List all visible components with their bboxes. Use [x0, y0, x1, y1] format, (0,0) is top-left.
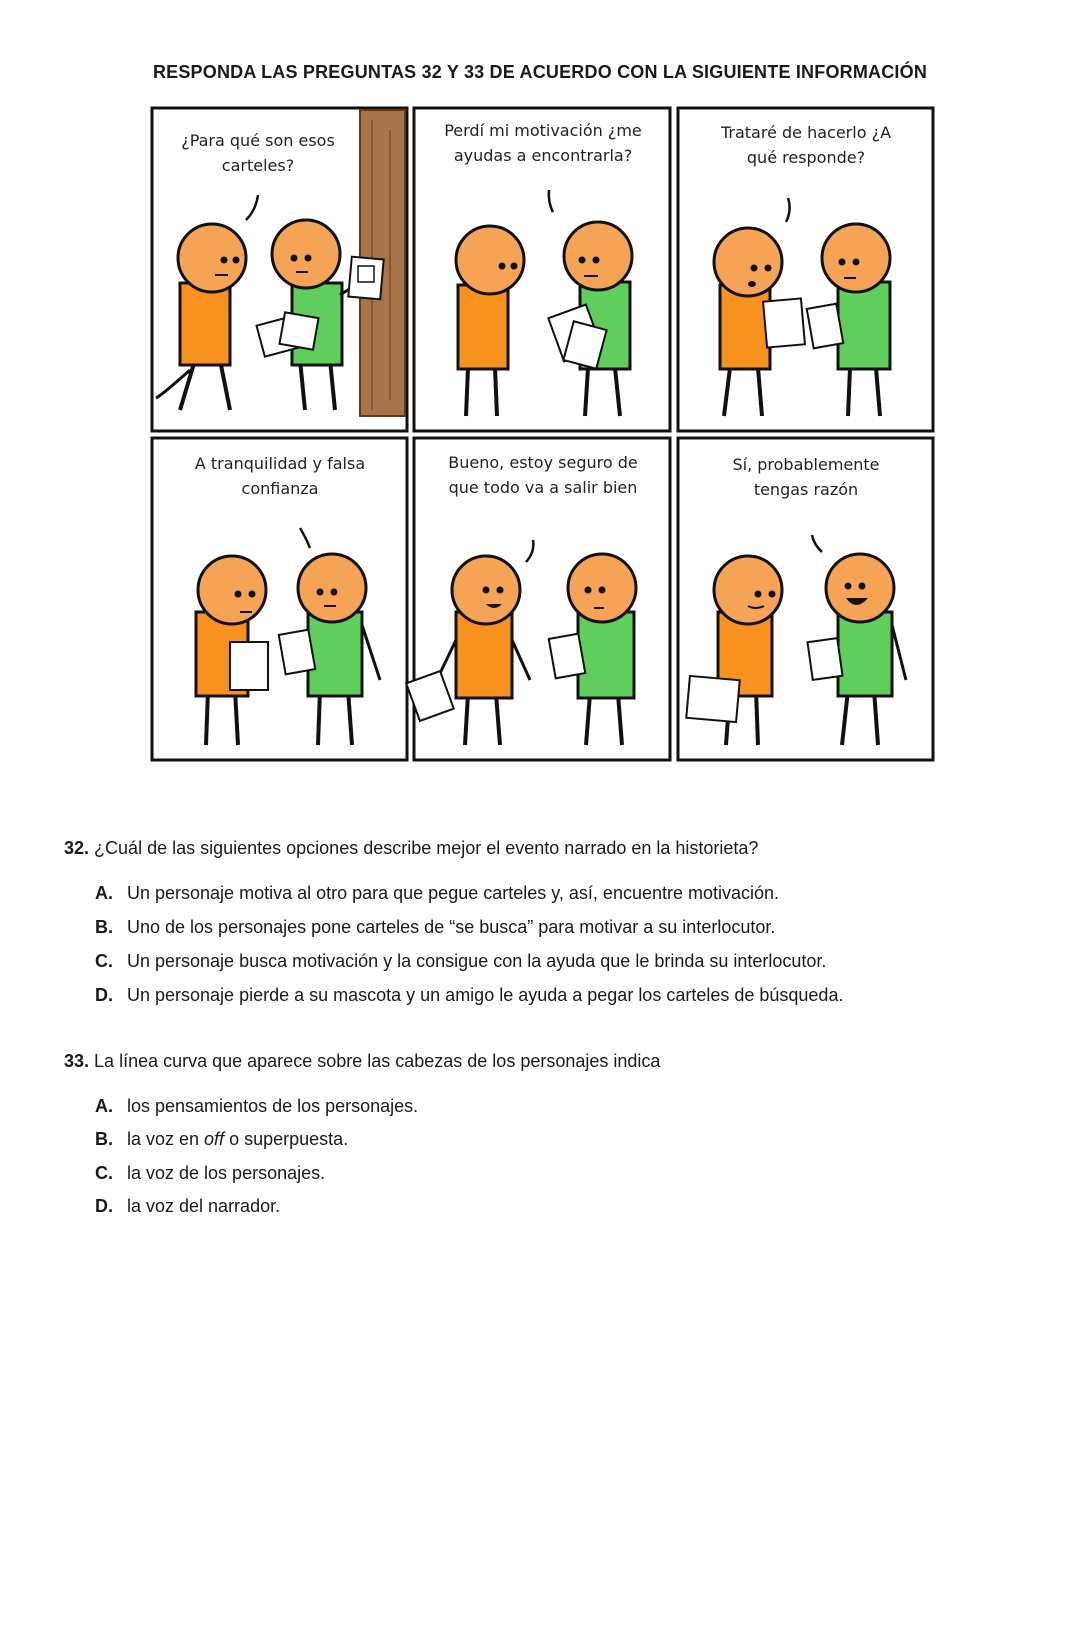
poster-stack [549, 634, 585, 679]
panel-4-line-2: confianza [241, 479, 319, 498]
panel-4-line-1: A tranquilidad y falsa [194, 454, 366, 473]
q33-option-b[interactable] [95, 1127, 1035, 1151]
poster-stack [807, 304, 843, 349]
option-text-post: o superpuesta. [224, 1129, 349, 1149]
option-text: Un personaje pierde a su mascota y un amigo le ayuda a pegar los carteles de búsqueda. [127, 985, 844, 1005]
panel-3-speech [684, 120, 928, 170]
panel-2-art [456, 190, 632, 416]
orange-character [456, 226, 524, 416]
poster-stack [808, 638, 843, 680]
q32-option-d[interactable] [95, 983, 1035, 1007]
option-text: los pensamientos de los personajes. [127, 1096, 419, 1116]
panel-1-line-2: carteles? [221, 156, 295, 175]
panel-5-art [406, 540, 636, 745]
panel-6-art [686, 535, 906, 745]
q32-option-c[interactable] [95, 949, 1035, 973]
panel-2-speech [420, 118, 666, 168]
paper-sheet [230, 642, 268, 690]
panel-5-line-2: que todo va a salir bien [448, 478, 638, 497]
panel-1-speech [168, 128, 348, 178]
panel-2-line-2: ayudas a encontrarla? [453, 146, 633, 165]
option-text: Un personaje motiva al otro para que pegue carteles y, así, encuentre motivación. [127, 883, 780, 903]
panel-4-art [196, 528, 380, 745]
q32-option-a[interactable] [95, 881, 1035, 905]
panel-6-line-1: Sí, probablemente [732, 455, 880, 474]
question-32 [64, 836, 758, 860]
panel-6-line-2: tengas razón [753, 480, 859, 499]
option-letter: D. [95, 1196, 113, 1216]
option-text-italic: off [204, 1129, 225, 1149]
paper-sheet [686, 676, 739, 722]
panel-3-line-1: Trataré de hacerlo ¿A [720, 123, 892, 142]
speech-tail [549, 190, 553, 212]
question-32-text: ¿Cuál de las siguientes opciones describe mejor el evento narrado en la historieta? [94, 838, 759, 858]
speech-tail [786, 198, 790, 222]
panel-5-line-1: Bueno, estoy seguro de [448, 453, 638, 472]
panel-6-speech [684, 452, 928, 502]
q33-option-a[interactable] [95, 1094, 1035, 1118]
q33-option-d[interactable] [95, 1194, 1035, 1218]
question-33 [64, 1049, 660, 1073]
paper-sheet [763, 298, 805, 347]
question-33-number: 33. [64, 1051, 90, 1071]
q33-option-c[interactable] [95, 1161, 1035, 1185]
option-letter: A. [95, 883, 113, 903]
option-text: la voz de los personajes. [127, 1163, 326, 1183]
option-letter: A. [95, 1096, 113, 1116]
question-33-text: La línea curva que aparece sobre las cabezas de los personajes indica [94, 1051, 661, 1071]
poster-on-post [348, 257, 383, 300]
orange-character [156, 224, 246, 410]
option-letter: D. [95, 985, 113, 1005]
panel-2-line-1: Perdí mi motivación ¿me [444, 121, 642, 140]
poster-stack [279, 630, 315, 675]
panel-4-speech [158, 451, 402, 501]
panel-3-art [714, 198, 890, 416]
orange-character [432, 556, 530, 745]
option-text: la voz del narrador. [127, 1196, 281, 1216]
option-letter: B. [95, 1129, 113, 1149]
panel-5-speech [420, 450, 666, 500]
q32-option-b[interactable] [95, 915, 1035, 939]
option-letter: C. [95, 1163, 113, 1183]
speech-tail [526, 540, 533, 562]
comic-strip [0, 0, 1080, 780]
option-text-pre: la voz en [127, 1129, 205, 1149]
question-32-number: 32. [64, 838, 90, 858]
panel-3-line-2: qué responde? [746, 148, 866, 167]
option-text: Un personaje busca motivación y la consigue con la ayuda que le brinda su interlocutor. [127, 951, 827, 971]
option-text: Uno de los personajes pone carteles de “se busca” para motivar a su interlocutor. [127, 917, 776, 937]
speech-tail [246, 195, 258, 220]
panel-1-line-1: ¿Para qué son esos [181, 131, 335, 150]
option-letter: C. [95, 951, 113, 971]
option-letter: B. [95, 917, 113, 937]
speech-tail [812, 535, 822, 552]
page-heading: RESPONDA LAS PREGUNTAS 32 Y 33 DE ACUERDO CON LA SIGUIENTE INFORMACIÓN [152, 62, 928, 82]
speech-tail [300, 528, 310, 548]
